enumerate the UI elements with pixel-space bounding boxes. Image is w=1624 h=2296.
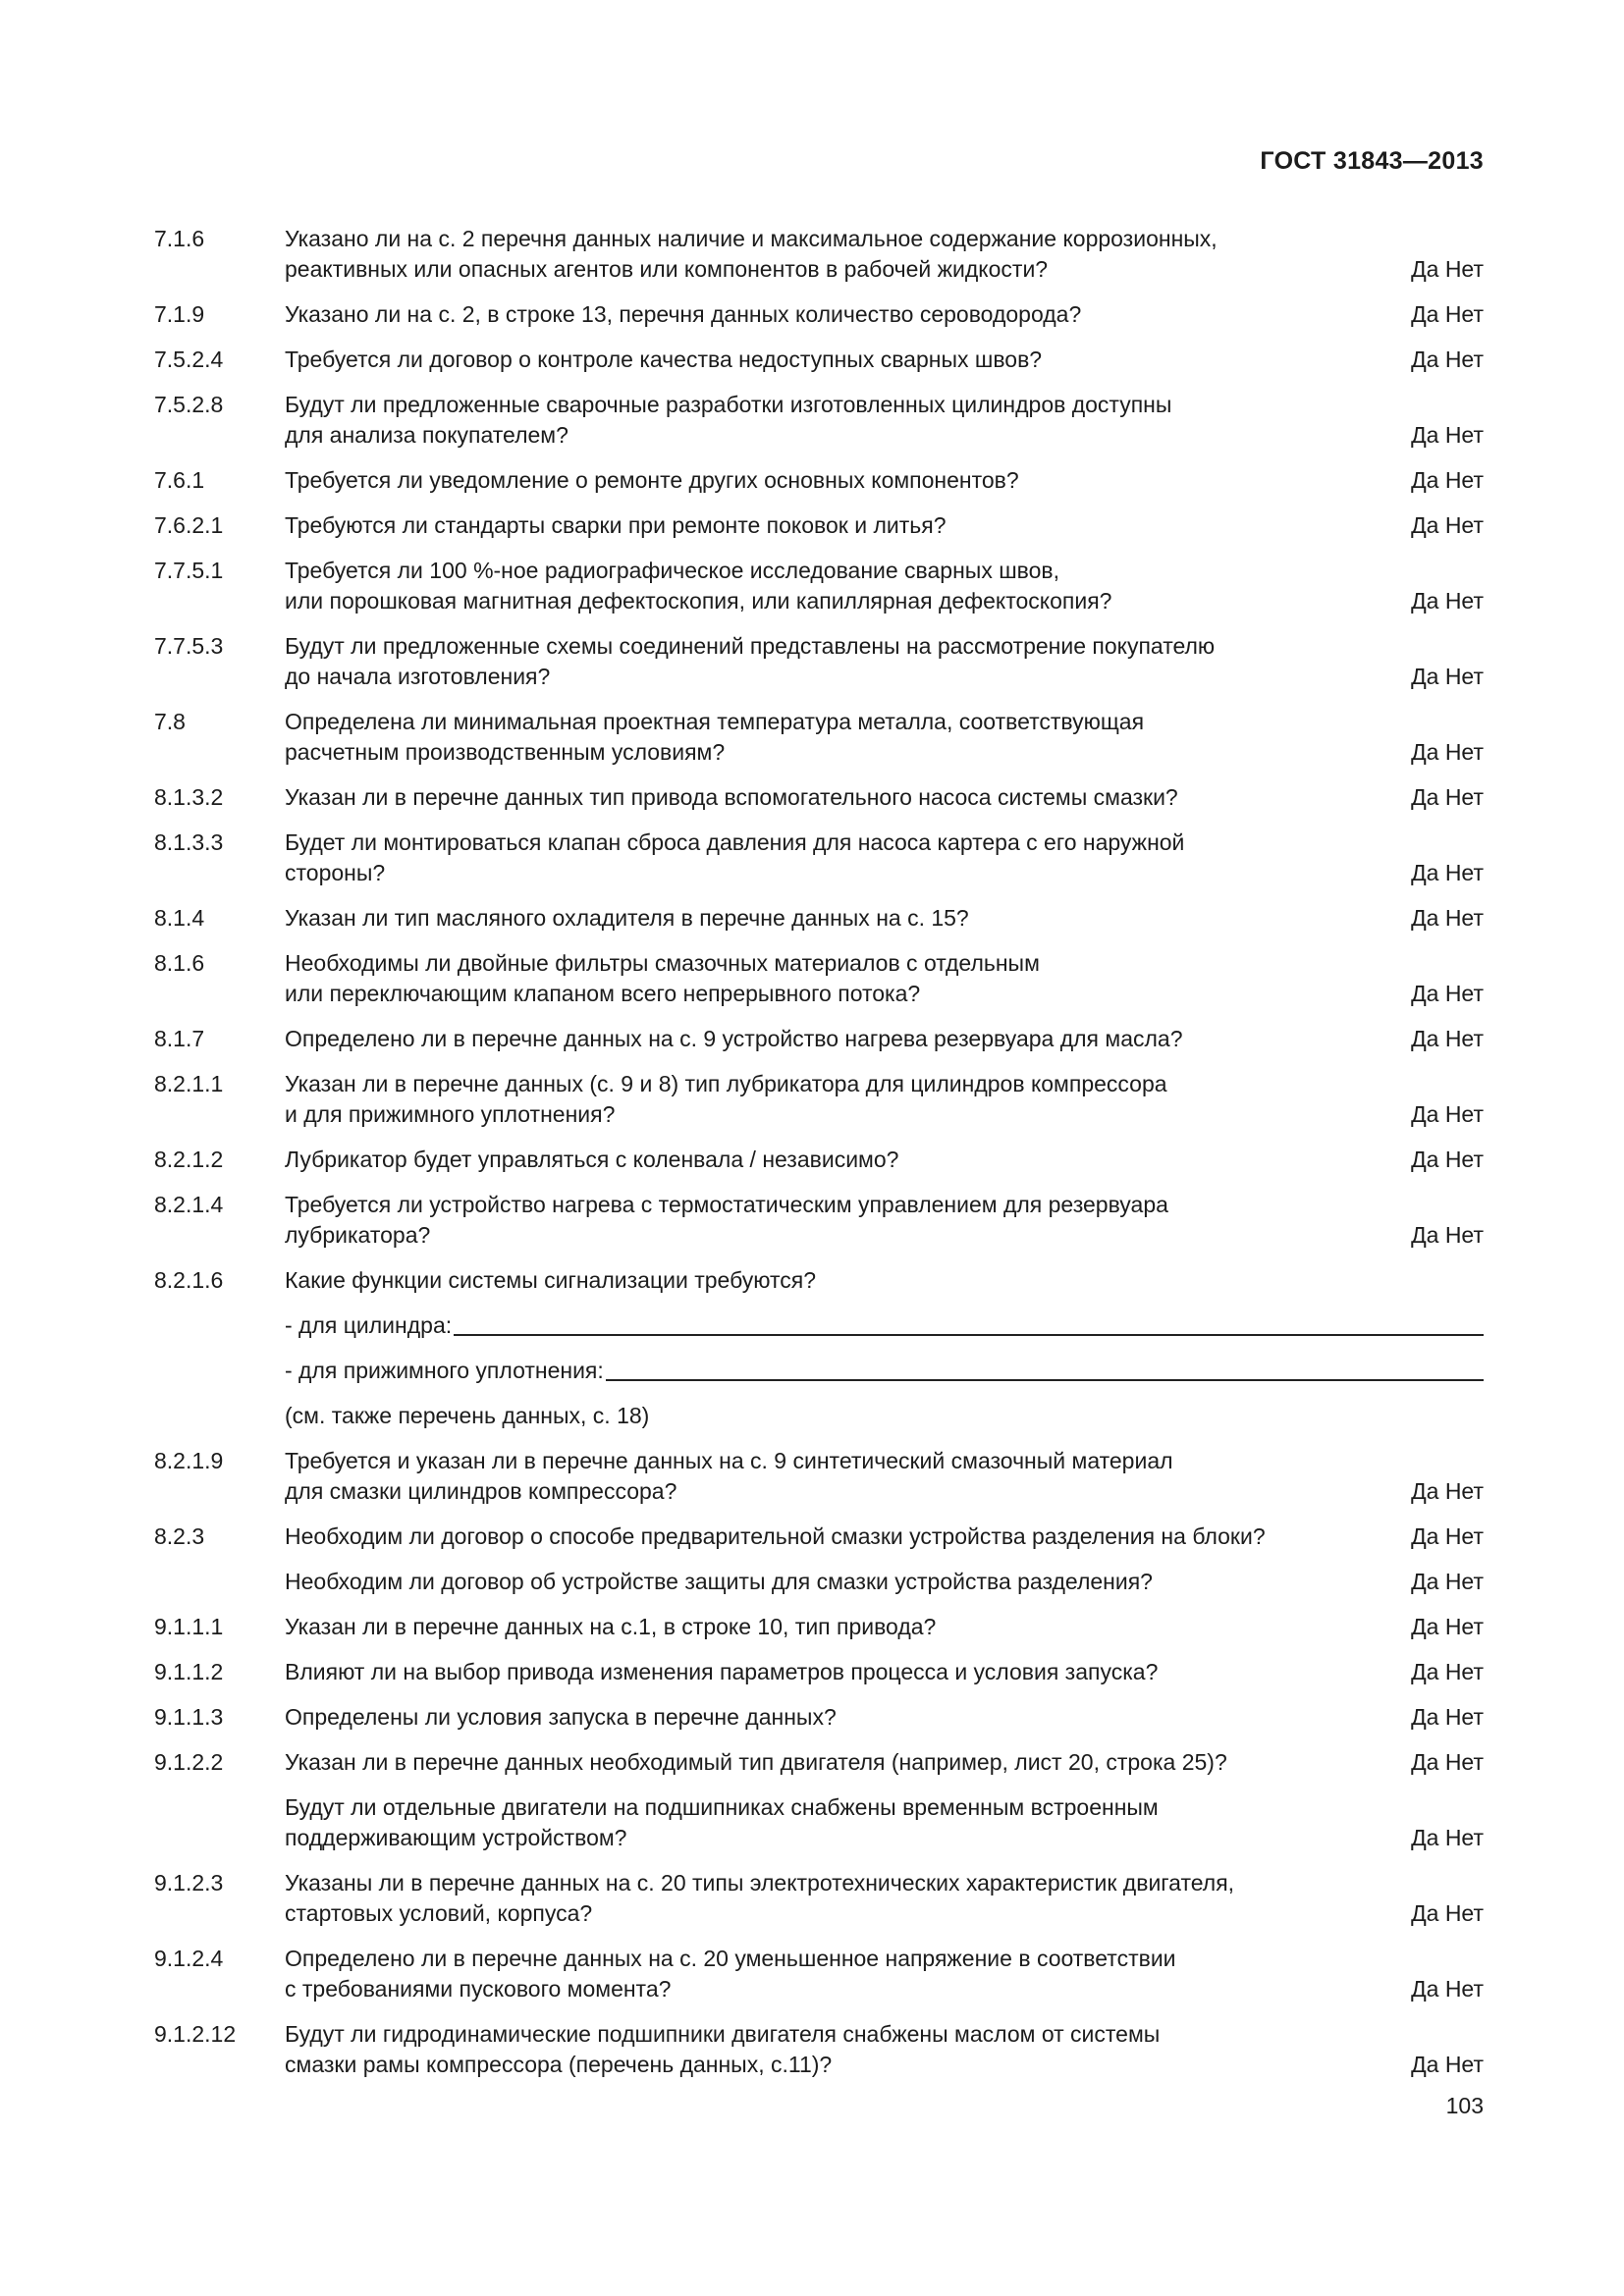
checklist-row [154, 903, 1484, 948]
yes-no-answer[interactable]: Да Нет [1411, 2052, 1484, 2077]
question-line: Требуется ли 100 %-ное радиографическое исследование сварных швов, [285, 558, 1060, 583]
question-text [285, 1145, 1306, 1175]
question-text [285, 299, 1306, 330]
checklist-row [154, 1657, 1484, 1702]
checklist-row [154, 2019, 1484, 2095]
yes-no-answer[interactable]: Да Нет [1411, 1222, 1484, 1248]
checklist-row [154, 782, 1484, 828]
checklist-row [154, 1702, 1484, 1747]
yes-no-answer[interactable]: Да Нет [1411, 1147, 1484, 1172]
yes-no-answer[interactable]: Да Нет [1411, 1569, 1484, 1594]
question-text [285, 465, 1306, 496]
checklist-row [154, 299, 1484, 345]
question-line: Лубрикатор будет управляться с коленвала / независимо? [285, 1147, 899, 1172]
checklist-row [154, 1868, 1484, 1944]
question-text [285, 1567, 1306, 1597]
clause-number: 7.7.5.3 [154, 633, 224, 659]
clause-number: 7.1.6 [154, 226, 205, 251]
question-line: Требуется ли устройство нагрева с термостатическим управлением для резервуара [285, 1192, 1168, 1217]
question-text [285, 1747, 1306, 1778]
checklist-row [154, 465, 1484, 510]
question-text [285, 631, 1306, 692]
question-line: Указан ли в перечне данных (с. 9 и 8) тип лубрикатора для цилиндров компрессора [285, 1071, 1167, 1096]
clause-number: 7.8 [154, 709, 186, 734]
question-text [285, 1522, 1306, 1552]
question-text [285, 828, 1306, 888]
question-text [285, 1265, 1306, 1296]
question-line: Требуется ли уведомление о ремонте других основных компонентов? [285, 467, 1019, 493]
yes-no-answer[interactable]: Да Нет [1411, 1026, 1484, 1051]
question-text [285, 1069, 1306, 1130]
clause-number: 8.1.7 [154, 1026, 205, 1051]
question-text [285, 224, 1306, 285]
yes-no-answer[interactable]: Да Нет [1411, 1976, 1484, 2002]
checklist-row [154, 1792, 1484, 1868]
yes-no-answer[interactable]: Да Нет [1411, 860, 1484, 885]
question-text [285, 1356, 1484, 1386]
question-line: Будут ли гидродинамические подшипники двигателя снабжены маслом от системы [285, 2021, 1161, 2047]
yes-no-answer[interactable]: Да Нет [1411, 739, 1484, 765]
checklist-row [154, 1265, 1484, 1310]
checklist-row [154, 631, 1484, 707]
clause-number: 8.1.3.3 [154, 829, 224, 855]
checklist-row [154, 1944, 1484, 2019]
clause-number: 9.1.2.3 [154, 1870, 224, 1896]
clause-number: 8.2.1.4 [154, 1192, 224, 1217]
checklist-row [154, 707, 1484, 782]
clause-number: 8.2.3 [154, 1523, 205, 1549]
clause-number: 8.2.1.2 [154, 1147, 224, 1172]
clause-number: 7.5.2.4 [154, 347, 224, 372]
yes-no-answer[interactable]: Да Нет [1411, 664, 1484, 689]
question-line: Указан ли в перечне данных на с.1, в строке 10, тип привода? [285, 1614, 937, 1639]
question-line: Будут ли предложенные схемы соединений представлены на рассмотрение покупателю [285, 633, 1216, 659]
question-line: Необходим ли договор об устройстве защиты для смазки устройства разделения? [285, 1569, 1153, 1594]
clause-number: 8.1.3.2 [154, 784, 224, 810]
checklist-row [154, 1190, 1484, 1265]
clause-number: 7.7.5.1 [154, 558, 224, 583]
question-text [285, 707, 1306, 768]
checklist-row [154, 1356, 1484, 1401]
question-line: поддерживающим устройством? [285, 1825, 627, 1850]
checklist-row [154, 1310, 1484, 1356]
question-line: Какие функции системы сигнализации требуются? [285, 1267, 817, 1293]
question-line: Указан ли тип масляного охладителя в перечне данных на с. 15? [285, 905, 969, 931]
question-text [285, 2019, 1306, 2080]
fill-in-line[interactable] [454, 1333, 1484, 1336]
checklist-row [154, 224, 1484, 299]
yes-no-answer[interactable]: Да Нет [1411, 1704, 1484, 1730]
checklist [154, 224, 1484, 2095]
clause-number: 9.1.2.4 [154, 1946, 224, 1971]
clause-number: 8.1.6 [154, 950, 205, 976]
yes-no-answer[interactable]: Да Нет [1411, 1523, 1484, 1549]
checklist-row [154, 345, 1484, 390]
question-line: Определено ли в перечне данных на с. 20 уменьшенное напряжение в соответствии [285, 1946, 1176, 1971]
clause-number: 7.5.2.8 [154, 392, 224, 417]
question-text [285, 1944, 1306, 2004]
checklist-row [154, 828, 1484, 903]
question-line: Указано ли на с. 2 перечня данных наличие и максимальное содержание коррозионных, [285, 226, 1218, 251]
yes-no-answer[interactable]: Да Нет [1411, 1900, 1484, 1926]
question-line: Влияют ли на выбор привода изменения параметров процесса и условия запуска? [285, 1659, 1159, 1684]
yes-no-answer[interactable]: Да Нет [1411, 1614, 1484, 1639]
clause-number: 9.1.2.2 [154, 1749, 224, 1775]
yes-no-answer[interactable]: Да Нет [1411, 981, 1484, 1006]
checklist-row [154, 1612, 1484, 1657]
question-line: или переключающим клапаном всего непрерывного потока? [285, 981, 921, 1006]
document-header: ГОСТ 31843—2013 [1260, 147, 1484, 175]
question-line: реактивных или опасных агентов или компонентов в рабочей жидкости? [285, 256, 1049, 282]
clause-number: 9.1.1.1 [154, 1614, 224, 1639]
yes-no-answer[interactable]: Да Нет [1411, 1749, 1484, 1775]
checklist-row [154, 1024, 1484, 1069]
question-text [285, 1612, 1306, 1642]
question-line: Будет ли монтироваться клапан сброса давления для насоса картера с его наружной [285, 829, 1185, 855]
checklist-row [154, 948, 1484, 1024]
checklist-row [154, 1747, 1484, 1792]
checklist-row [154, 1069, 1484, 1145]
question-line: Указаны ли в перечне данных на с. 20 типы электротехнических характеристик двигателя, [285, 1870, 1235, 1896]
yes-no-answer[interactable]: Да Нет [1411, 1478, 1484, 1504]
clause-number: 8.2.1.6 [154, 1267, 224, 1293]
question-line: стартовых условий, корпуса? [285, 1900, 593, 1926]
yes-no-answer[interactable]: Да Нет [1411, 467, 1484, 493]
question-line: до начала изготовления? [285, 664, 551, 689]
clause-number: 9.1.1.2 [154, 1659, 224, 1684]
question-text [285, 903, 1306, 934]
question-line: Будут ли отдельные двигатели на подшипниках снабжены временным встроенным [285, 1794, 1159, 1820]
clause-number: 9.1.1.3 [154, 1704, 224, 1730]
checklist-row [154, 1522, 1484, 1567]
yes-no-answer[interactable]: Да Нет [1411, 256, 1484, 282]
question-line: расчетным производственным условиям? [285, 739, 726, 765]
question-line: Необходимы ли двойные фильтры смазочных материалов с отдельным [285, 950, 1040, 976]
fill-in-line[interactable] [606, 1378, 1484, 1381]
question-line: Определена ли минимальная проектная температура металла, соответствующая [285, 709, 1145, 734]
yes-no-answer[interactable]: Да Нет [1411, 1659, 1484, 1684]
question-line: Требуются ли стандарты сварки при ремонте поковок и литья? [285, 512, 947, 538]
question-line: Требуется ли договор о контроле качества недоступных сварных швов? [285, 347, 1043, 372]
yes-no-answer[interactable]: Да Нет [1411, 1101, 1484, 1127]
clause-number: 9.1.2.12 [154, 2021, 237, 2047]
question-line: или порошковая магнитная дефектоскопия, или капиллярная дефектоскопия? [285, 588, 1112, 614]
question-text [285, 1702, 1306, 1733]
question-text [285, 1868, 1306, 1929]
yes-no-answer[interactable]: Да Нет [1411, 905, 1484, 931]
question-line: для смазки цилиндров компрессора? [285, 1478, 677, 1504]
clause-number: 8.2.1.1 [154, 1071, 224, 1096]
question-text [285, 948, 1306, 1009]
checklist-row [154, 510, 1484, 556]
yes-no-answer[interactable]: Да Нет [1411, 1825, 1484, 1850]
question-line: и для прижимного уплотнения? [285, 1101, 616, 1127]
question-line: лубрикатора? [285, 1222, 431, 1248]
question-line: с требованиями пускового момента? [285, 1976, 672, 2002]
yes-no-answer[interactable]: Да Нет [1411, 512, 1484, 538]
question-text [285, 345, 1306, 375]
fill-in-label: - для цилиндра: [285, 1312, 453, 1338]
question-line: Указано ли на с. 2, в строке 13, перечня данных количество сероводорода? [285, 301, 1082, 327]
question-text [285, 1401, 1306, 1431]
question-text [285, 1310, 1484, 1341]
question-line: для анализа покупателем? [285, 422, 568, 448]
yes-no-answer[interactable]: Да Нет [1411, 422, 1484, 448]
question-line: Определены ли условия запуска в перечне данных? [285, 1704, 837, 1730]
checklist-row [154, 1446, 1484, 1522]
question-text [285, 390, 1306, 451]
question-line: стороны? [285, 860, 386, 885]
question-text [285, 1024, 1306, 1054]
clause-number: 7.6.1 [154, 467, 205, 493]
yes-no-answer[interactable]: Да Нет [1411, 301, 1484, 327]
yes-no-answer[interactable]: Да Нет [1411, 588, 1484, 614]
checklist-row [154, 1145, 1484, 1190]
question-text [285, 510, 1306, 541]
checklist-row [154, 1567, 1484, 1612]
question-line: Указан ли в перечне данных необходимый тип двигателя (например, лист 20, строка 25)? [285, 1749, 1227, 1775]
clause-number: 7.1.9 [154, 301, 205, 327]
question-line: Определено ли в перечне данных на с. 9 устройство нагрева резервуара для масла? [285, 1026, 1183, 1051]
clause-number: 8.2.1.9 [154, 1448, 224, 1473]
yes-no-answer[interactable]: Да Нет [1411, 784, 1484, 810]
page-number: 103 [1445, 2093, 1484, 2118]
clause-number: 7.6.2.1 [154, 512, 224, 538]
question-line: смазки рамы компрессора (перечень данных, с.11)? [285, 2052, 833, 2077]
question-text [285, 1446, 1306, 1507]
question-text [285, 1657, 1306, 1687]
question-text [285, 556, 1306, 616]
question-line: Необходим ли договор о способе предварительной смазки устройства разделения на блоки? [285, 1523, 1266, 1549]
clause-number: 8.1.4 [154, 905, 205, 931]
question-text [285, 782, 1306, 813]
question-text [285, 1792, 1306, 1853]
checklist-row [154, 556, 1484, 631]
question-text [285, 1190, 1306, 1251]
question-line: Будут ли предложенные сварочные разработки изготовленных цилиндров доступны [285, 392, 1172, 417]
yes-no-answer[interactable]: Да Нет [1411, 347, 1484, 372]
checklist-row [154, 1401, 1484, 1446]
question-line: Указан ли в перечне данных тип привода вспомогательного насоса системы смазки? [285, 784, 1178, 810]
fill-in-label: - для прижимного уплотнения: [285, 1358, 604, 1383]
question-line: Требуется и указан ли в перечне данных на с. 9 синтетический смазочный материал [285, 1448, 1173, 1473]
question-line: (см. также перечень данных, с. 18) [285, 1403, 650, 1428]
checklist-row [154, 390, 1484, 465]
